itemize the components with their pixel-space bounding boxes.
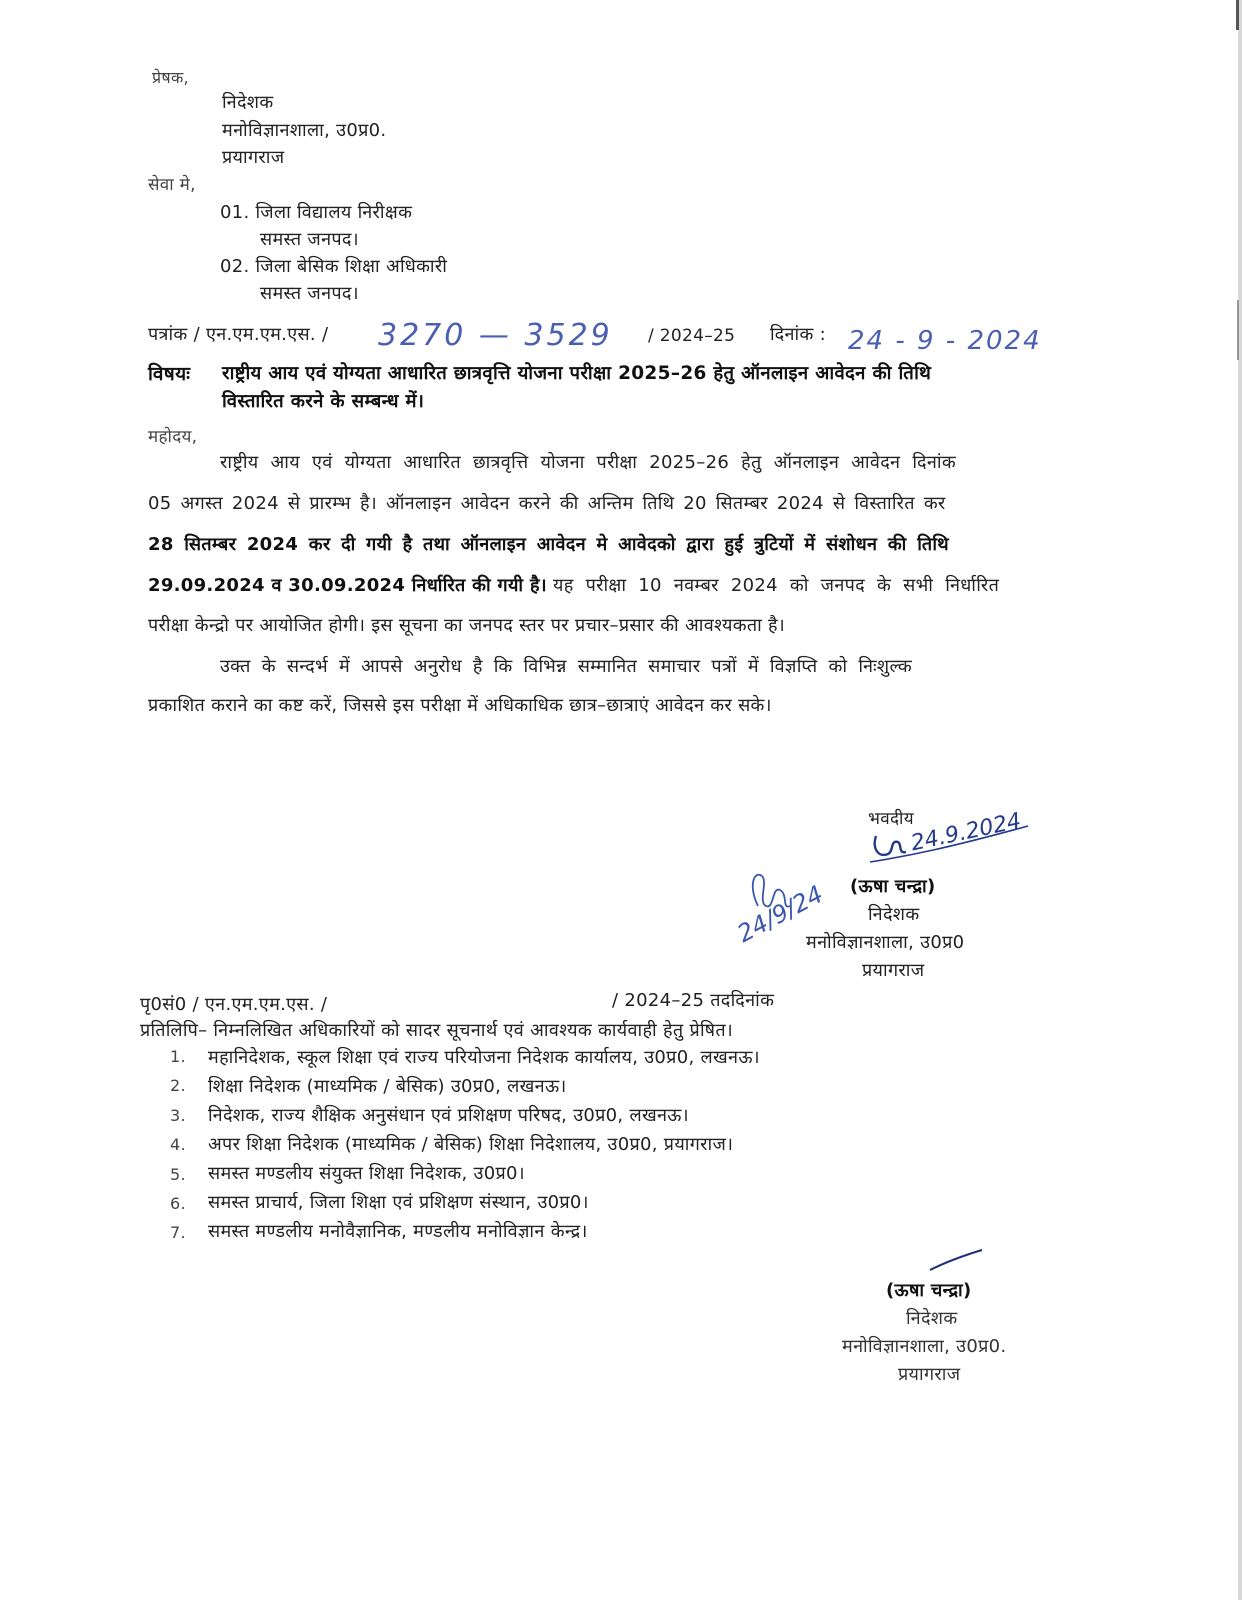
copy-intro: प्रतिलिपि– निम्नलिखित अधिकारियों को सादर सूचनार्थ एवं आवश्यक कार्यवाही हेतु प्रेषित। xyxy=(140,1020,734,1041)
reference-year: / 2024–25 xyxy=(648,326,736,346)
copy-item-number: 4. xyxy=(170,1135,186,1154)
recipient-1-sub: समस्त जनपद। xyxy=(260,229,359,250)
closing-label: भवदीय xyxy=(868,809,914,829)
closing-designation: निदेशक xyxy=(868,904,920,925)
copy-item: अपर शिक्षा निदेशक (माध्यमिक / बेसिक) शिक्षा निदेशालय, उ0प्र0, प्रयागराज। xyxy=(208,1134,734,1155)
body-p1-line-2: 05 अगस्त 2024 से प्रारम्भ है। ऑनलाइन आवेदन करने की अन्तिम तिथि 20 सितम्बर 2024 से विस्तारित कर xyxy=(148,493,946,514)
copy-item: समस्त मण्डलीय मनोवैज्ञानिक, मण्डलीय मनोविज्ञान केन्द्र। xyxy=(208,1221,588,1242)
sender-designation: निदेशक xyxy=(222,92,274,113)
closing2-city: प्रयागराज xyxy=(898,1364,961,1385)
body-p2-line-1: उक्त के सन्दर्भ में आपसे अनुरोध है कि विभिन्न सम्मानित समाचार पत्रों में विज्ञप्ति को निःशुल्क xyxy=(220,656,912,677)
recipient-2: 02. जिला बेसिक शिक्षा अधिकारी xyxy=(220,256,448,277)
body-p1-line-1: राष्ट्रीय आय एवं योग्यता आधारित छात्रवृत्ति योजना परीक्षा 2025–26 हेतु ऑनलाइन आवेदन दिनांक xyxy=(220,452,956,473)
sender-office: मनोविज्ञानशाला, उ0प्र0. xyxy=(222,120,387,141)
recipients-label: सेवा मे, xyxy=(148,175,196,195)
copy-item: निदेशक, राज्य शैक्षिक अनुसंधान एवं प्रशिक्षण परिषद, उ0प्र0, लखनऊ। xyxy=(208,1105,689,1126)
recipient-1: 01. जिला विद्यालय निरीक्षक xyxy=(220,202,413,223)
copy-item-number: 3. xyxy=(170,1106,186,1125)
copy-item: समस्त प्राचार्य, जिला शिक्षा एवं प्रशिक्षण संस्थान, उ0प्र0। xyxy=(208,1192,589,1213)
reference-date-label: दिनांक : xyxy=(770,324,826,345)
reference-date-handwritten: 24 - 9 - 2024 xyxy=(848,326,1042,356)
closing2-office: मनोविज्ञानशाला, उ0प्र0. xyxy=(842,1336,1007,1357)
copy-ref-prefix: पृ0सं0 / एन.एम.एम.एस. / xyxy=(140,994,328,1015)
subject-label: विषयः xyxy=(148,363,191,385)
body-p1-line-5: परीक्षा केन्द्रो पर आयोजित होगी। इस सूचना का जनपद स्तर पर प्रचार–प्रसार की आवश्यकता है। xyxy=(148,615,786,636)
copy-item-number: 5. xyxy=(170,1165,186,1184)
scan-edge xyxy=(1232,0,1242,1600)
copy-item-number: 6. xyxy=(170,1194,186,1213)
subject-line-2: विस्तारित करने के सम्बन्ध में। xyxy=(222,391,425,412)
signature-date-handwritten: 24.9.2024 xyxy=(908,808,1024,857)
copy-item-number: 1. xyxy=(170,1047,186,1066)
closing-city: प्रयागराज xyxy=(862,960,925,981)
closing2-designation: निदेशक xyxy=(906,1308,958,1329)
body-p2-line-2: प्रकाशित कराने का कष्ट करें, जिससे इस परीक्षा में अधिकाधिक छात्र–छात्राएं आवेदन कर सके। xyxy=(148,695,772,716)
signature-stroke xyxy=(926,1246,986,1276)
sender-label: प्रेषक, xyxy=(152,68,189,87)
body-p1-line-3: 28 सितम्बर 2024 कर दी गयी है तथा ऑनलाइन आवेदन मे आवेदको द्वारा हुई त्रुटियों में संशोधन की तिथि xyxy=(148,534,949,555)
sender-city: प्रयागराज xyxy=(222,147,285,168)
copy-item-number: 2. xyxy=(170,1076,186,1095)
copy-ref-year: / 2024–25 तददिनांक xyxy=(612,990,775,1011)
copy-item: महानिदेशक, स्कूल शिक्षा एवं राज्य परियोजना निदेशक कार्यालय, उ0प्र0, लखनऊ। xyxy=(208,1047,760,1068)
copy-item: समस्त मण्डलीय संयुक्त शिक्षा निदेशक, उ0प्र0। xyxy=(208,1163,525,1184)
body-p1-line-4-bold: 29.09.2024 व 30.09.2024 निर्धारित की गयी है। xyxy=(148,575,547,596)
subject-line-1: राष्ट्रीय आय एवं योग्यता आधारित छात्रवृत्ति योजना परीक्षा 2025–26 हेतु ऑनलाइन आवेदन की तिथि xyxy=(222,363,932,384)
body-p1-line-4-rest: यह परीक्षा 10 नवम्बर 2024 को जनपद के सभी निर्धारित xyxy=(552,575,1000,596)
recipient-2-sub: समस्त जनपद। xyxy=(260,283,359,304)
copy-item-number: 7. xyxy=(170,1223,186,1242)
closing-name: (ऊषा चन्द्रा) xyxy=(850,876,936,897)
closing2-name: (ऊषा चन्द्रा) xyxy=(886,1280,972,1301)
closing-office: मनोविज्ञानशाला, उ0प्र0 xyxy=(806,932,965,953)
copy-item: शिक्षा निदेशक (माध्यमिक / बेसिक) उ0प्र0, लखनऊ। xyxy=(208,1076,567,1097)
salutation: महोदय, xyxy=(148,427,198,447)
reference-number-handwritten: 3270 — 3529 xyxy=(378,318,613,353)
reference-prefix: पत्रांक / एन.एम.एम.एस. / xyxy=(148,324,329,345)
initial-date-handwritten: 24/9/24 xyxy=(732,879,828,949)
